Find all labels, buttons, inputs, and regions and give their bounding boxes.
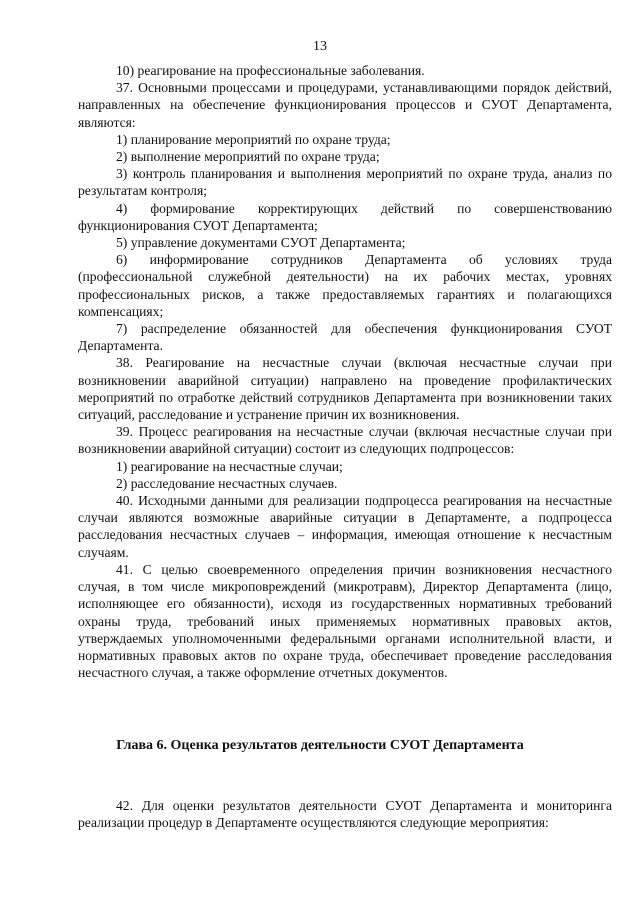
paragraph: 41. С целью своевременного определения причин возникновения несчастного случая, в том числе микроповреждений (микротравм), Директор Департамента (лицо, исполняющее его обязанности), исходя из государственных нормативных требований охраны труда, требований иных применяемых нормативных правовых актов, утверждаемых уполномоченными федеральными органами исполнительной власти, и нормативных правовых актов по охране труда, обеспечивает проведение расследования несчастного случая, а также оформление отчетных документов. <box>78 561 612 681</box>
list-item: 2) расследование несчастных случаев. <box>116 475 338 491</box>
list-item: 6) информирование сотрудников Департамента об условиях труда (профессиональной служебной деятельности) на их рабочих местах, уровнях профессиональных рисков, а также предоставляемых гарантиях и полагающихся компенсациях; <box>78 252 612 319</box>
paragraph: 10) реагирование на профессиональные заболевания. <box>116 63 425 78</box>
list-item: 2) выполнение мероприятий по охране труда; <box>116 149 380 165</box>
list-item: 7) распределение обязанностей для обеспечения функционирования СУОТ Департамента. <box>78 321 612 354</box>
paragraph: 38. Реагирование на несчастные случаи (включая несчастные случаи при возникновении аварийной ситуации) направлено на проведение профилактических мероприятий по отработке действий сотрудников Департамента при возникновении таких ситуаций, расследование и устранение причин их возникновения. <box>78 355 612 423</box>
closing-section <box>78 797 612 831</box>
list-item: 1) реагирование на несчастные случаи; <box>116 458 343 474</box>
page-number: 13 <box>313 39 327 54</box>
list-item: 5) управление документами СУОТ Департамента; <box>116 235 406 251</box>
list-item: 4) формирование корректирующих действий по совершенствованию функционирования СУОТ Департамента; <box>78 200 612 233</box>
paragraph: 39. Процесс реагирования на несчастные случаи (включая несчастные случаи при возникновении аварийной ситуации) состоит из следующих подпроцессов: <box>78 424 612 457</box>
document-body <box>78 62 612 681</box>
paragraph: 42. Для оценки результатов деятельности СУОТ Департамента и мониторинга реализации процедур в Департаменте осуществляются следующие мероприятия: <box>78 798 612 831</box>
paragraph: 40. Исходными данными для реализации подпроцесса реагирования на несчастные случаи являются возможные аварийные ситуации в Департаменте, а подпроцесса расследования несчастных случаев – информация, имеющая отношение к несчастным случаям. <box>78 493 612 560</box>
paragraph: 37. Основными процессами и процедурами, устанавливающими порядок действий, направленных на обеспечение функционирования процессов и СУОТ Департамента, являются: <box>78 80 612 130</box>
list-item: 3) контроль планирования и выполнения мероприятий по охране труда, анализ по результатам контроля; <box>78 166 612 199</box>
list-item: 1) планирование мероприятий по охране труда; <box>116 131 391 147</box>
chapter-heading: Глава 6. Оценка результатов деятельности СУОТ Департамента <box>116 738 524 753</box>
